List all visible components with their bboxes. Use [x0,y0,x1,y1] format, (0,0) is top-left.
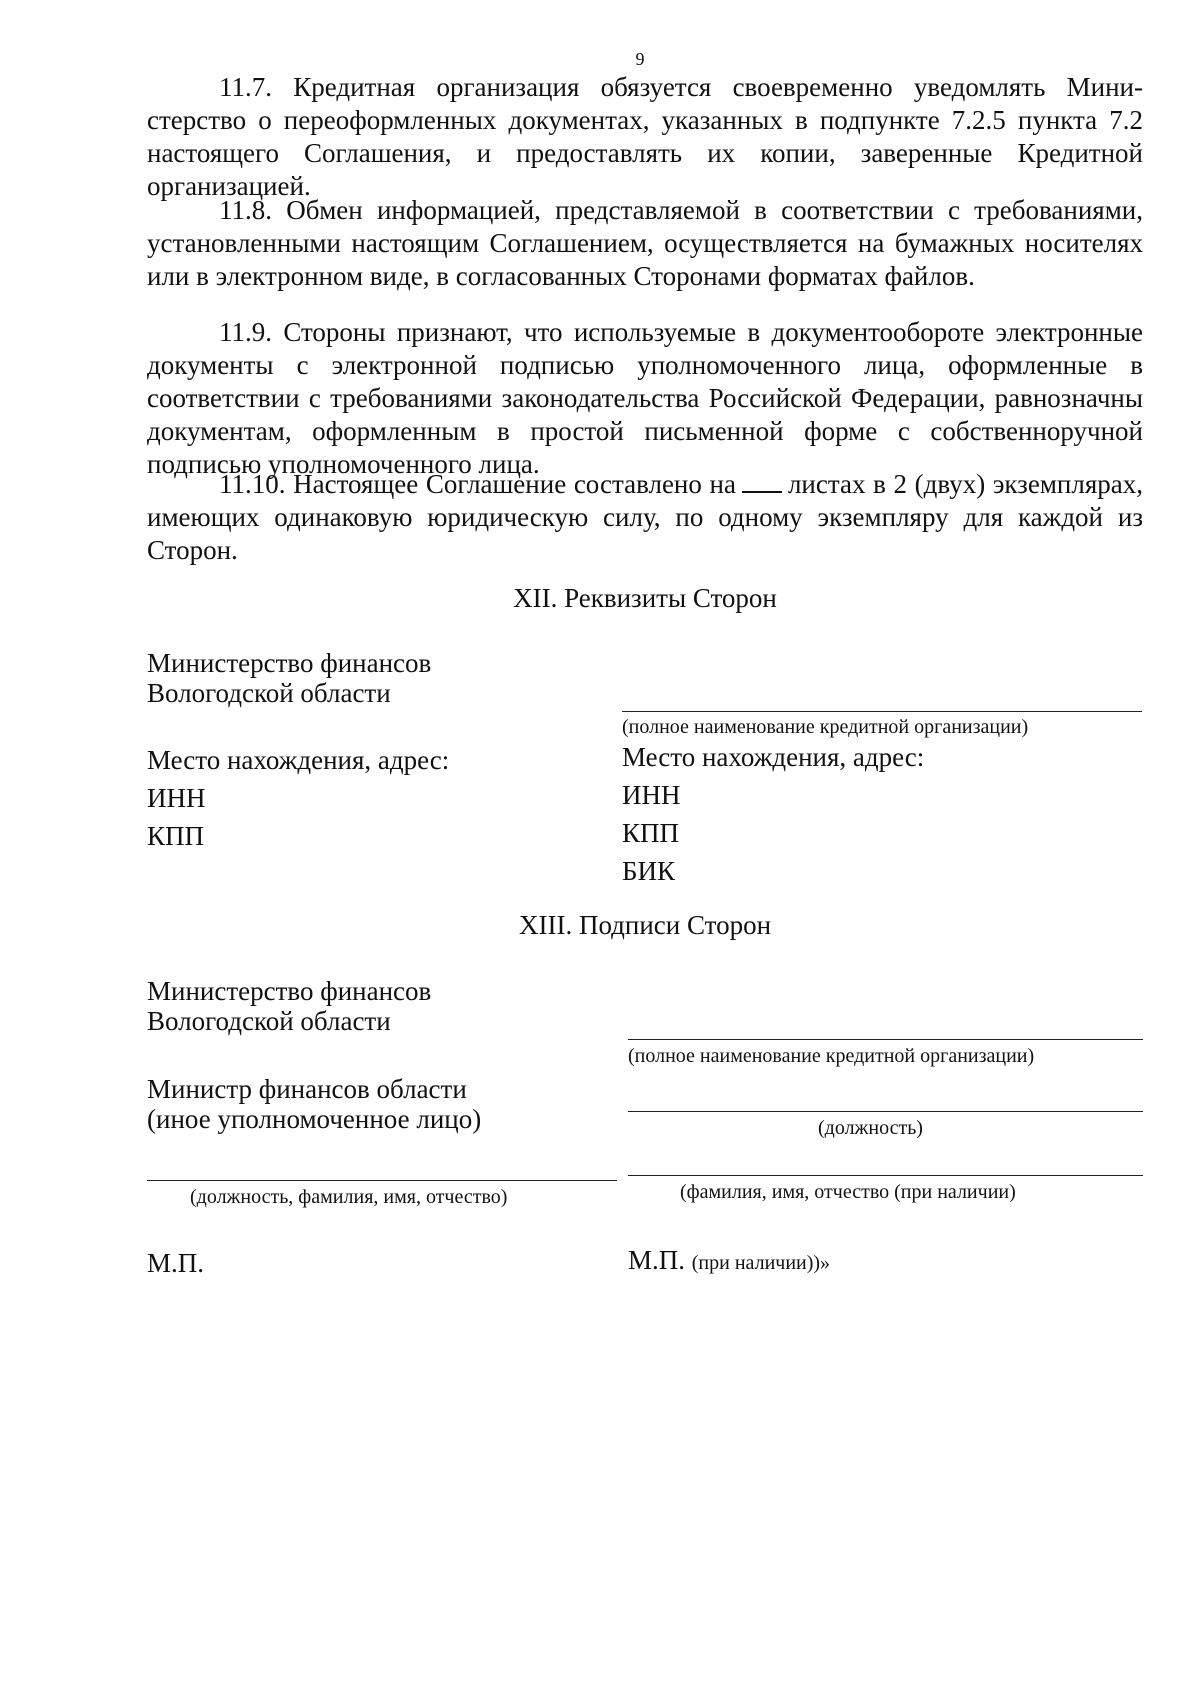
section-13-heading: XIII. Подписи Сторон [518,910,772,940]
bank-stamp-main: М.П. [628,1245,686,1275]
bank-position-caption: (должность) [818,1117,923,1139]
sheets-count-blank [742,469,782,493]
minister-title-line1: Министр финансов области [147,1074,467,1104]
paragraph-11-10 [147,468,1143,567]
ministry-stamp-label: М.П. [147,1248,205,1278]
bank-inn-label: ИНН [622,780,681,810]
paragraph-11-8: 11.8. Обмен информацией, представляемой в соответствии с требованиями, установленными настоящим Соглашением, осуществляется на бумажных носителях или в электронном виде, в согласованных Сторонами форматах файлов. [147,195,1143,291]
page-number: 9 [635,49,645,69]
bank-bik-label: БИК [622,856,676,886]
sign-bank-name-line [628,1039,1143,1040]
bank-kpp-label: КПП [622,818,680,848]
bank-stamp-note: (при наличии))» [691,1252,831,1274]
sign-bank-name-caption: (полное наименование кредитной организации) [628,1045,1035,1067]
bank-position-line [628,1111,1143,1112]
ministry-name-line2: Вологодской области [147,678,391,708]
bank-name-line [622,711,1142,712]
ministry-signature-line [147,1180,617,1181]
bank-name-caption: (полное наименование кредитной организации) [622,716,1029,738]
bank-stamp-label [628,1245,830,1276]
ministry-address-label: Место нахождения, адрес: [147,745,450,775]
ministry-inn-label: ИНН [147,783,206,813]
paragraph-11-10-start: 11.10. Настоящее Соглашение составлено на [219,469,736,499]
ministry-kpp-label: КПП [147,821,205,851]
paragraph-11-9: 11.9. Стороны признают, что используемые в документообороте электронные документы с электронной подписью уполномоченного лица, оформленные в соответствии с требованиями законодательства Российской Федерации, равнозначны документам, оформленным в простой письменной форме с собственноручной подписью уполномоченного лица. [147,317,1143,479]
paragraph-11-10-end: листах в 2 (двух) экземплярах, имеющих одинаковую юридическую силу, по одному экземпляру для каждой из Сторон. [147,469,1143,565]
paragraph-11-7: 11.7. Кредитная организация обязуется своевременно уведомлять Министерство о переоформленных документах, указанных в подпункте 7.2.5 пункта 7.2 настоящего Соглашения, и предоставлять их копии, заверенные Кредитной организацией. [147,72,1143,201]
sign-ministry-name-line1: Министерство финансов [147,976,432,1006]
ministry-signature-caption: (должность, фамилия, имя, отчество) [190,1186,508,1208]
bank-address-label: Место нахождения, адрес: [622,742,925,772]
bank-signature-line [628,1175,1143,1176]
ministry-name-line1: Министерство финансов [147,648,432,678]
bank-signature-caption: (фамилия, имя, отчество (при наличии) [680,1181,1016,1203]
minister-title-line2: (иное уполномоченное лицо) [147,1104,482,1134]
sign-ministry-name-line2: Вологодской области [147,1006,391,1036]
section-12-heading: XII. Реквизиты Сторон [513,583,777,613]
